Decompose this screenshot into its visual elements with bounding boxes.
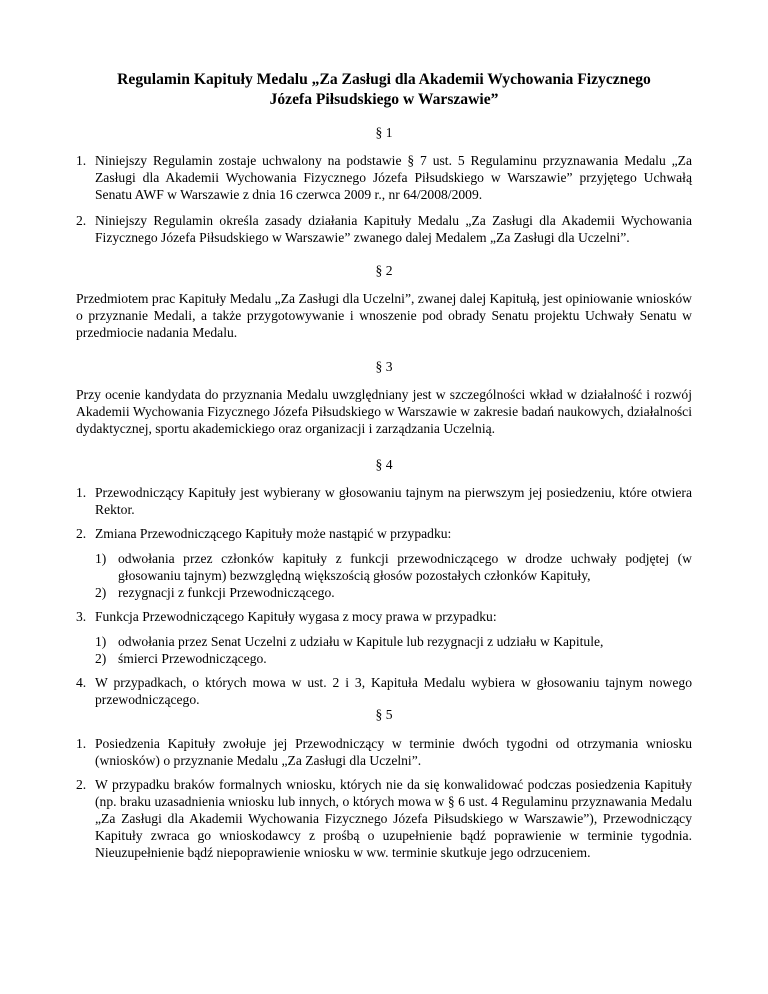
s4-paragraph-3 xyxy=(76,608,692,625)
s1-paragraph-2-text: Niniejszy Regulamin określa zasady działania Kapituły Medalu „Za Zasługi dla Akademii Wychowania Fizycznego Józefa Piłsudskiego w Warszawie” zwanego dalej Medalem „Za Zasługi dla Uczelni”. xyxy=(95,213,692,245)
s4-paragraph-4 xyxy=(76,674,692,708)
s5-paragraph-1-number: 1. xyxy=(76,736,87,751)
s4-paragraph-1 xyxy=(76,484,692,518)
s4-paragraph-4-text: W przypadkach, o których mowa w ust. 2 i 3, Kapituła Medalu wybiera w głosowaniu tajnym nowego przewodniczącego. xyxy=(95,675,692,707)
document-title xyxy=(60,70,708,110)
section-1-heading: § 1 xyxy=(375,125,393,140)
section-2-heading: § 2 xyxy=(375,263,393,278)
s4-paragraph-1-text: Przewodniczący Kapituły jest wybierany w głosowaniu tajnym na pierwszym jej posiedzeniu, które otwiera Rektor. xyxy=(95,485,692,517)
section-3-heading: § 3 xyxy=(375,359,393,374)
s4-p3-point-1-text: odwołania przez Senat Uczelni z udziału w Kapitule lub rezygnacji z udziału w Kapitule, xyxy=(118,634,604,649)
s1-paragraph-2-number: 2. xyxy=(76,213,87,228)
s5-paragraph-2-text: W przypadku braków formalnych wniosku, których nie da się konwalidować podczas posiedzenia Kapituły (np. braku uzasadnienia wniosku lub innych, o których mowa w § 6 ust. 4 Regulaminu przyznawania Medalu „Za Zasługi dla Akademii Wychowania Fizycznego Józefa Piłsudskiego w Warszawie”), Przewodniczący Kapituły zwraca go wnioskodawcy z prośbą o uzupełnienie bądź poprawienie w terminie tygodnia. Nieuzupełnienie bądź niepoprawienie wniosku w ww. terminie skutkuje jego odrzuceniem. xyxy=(95,777,692,860)
s2-paragraph: Przedmiotem prac Kapituły Medalu „Za Zasługi dla Uczelni”, zwanej dalej Kapitułą, jest opiniowanie wniosków o przyznanie Medali, a także przygotowywanie i wnoszenie pod obrady Senatu projektu Uchwały Senatu w przedmiocie nadania Medalu. xyxy=(76,291,692,340)
s5-paragraph-1-text: Posiedzenia Kapituły zwołuje jej Przewodniczący w terminie dwóch tygodni od otrzymania wniosku (wniosków) o przyznanie Medalu „Za Zasługi dla Uczelni”. xyxy=(95,736,692,768)
s4-p3-point-1 xyxy=(95,633,692,650)
s4-paragraph-3-text: Funkcja Przewodniczącego Kapituły wygasa z mocy prawa w przypadku: xyxy=(95,609,497,624)
s4-paragraph-3-number: 3. xyxy=(76,609,87,624)
title-line-2: Józefa Piłsudskiego w Warszawie” xyxy=(269,91,499,108)
s4-paragraph-2-text: Zmiana Przewodniczącego Kapituły może nastąpić w przypadku: xyxy=(95,526,452,541)
s4-paragraph-2-number: 2. xyxy=(76,526,87,541)
s1-paragraph-1-number: 1. xyxy=(76,153,87,168)
s4-p2-point-2-number: 2) xyxy=(95,585,107,600)
s5-paragraph-2-number: 2. xyxy=(76,777,87,792)
s4-paragraph-2 xyxy=(76,525,692,542)
s1-paragraph-1-text: Niniejszy Regulamin zostaje uchwalony na podstawie § 7 ust. 5 Regulaminu przyznawania Medalu „Za Zasługi dla Akademii Wychowania Fizycznego Józefa Piłsudskiego w Warszawie” przyjętego Uchwałą Senatu AWF w Warszawie z dnia 16 czerwca 2009 r., nr 64/2008/2009. xyxy=(95,153,692,202)
s4-p3-point-2-number: 2) xyxy=(95,651,107,666)
title-line-1: Regulamin Kapituły Medalu „Za Zasługi dla Akademii Wychowania Fizycznego xyxy=(117,71,651,88)
s1-paragraph-1 xyxy=(76,152,692,203)
section-4-heading: § 4 xyxy=(375,457,393,472)
section-5-heading: § 5 xyxy=(375,707,393,722)
s4-p3-point-2-text: śmierci Przewodniczącego. xyxy=(118,651,267,666)
s5-paragraph-2 xyxy=(76,776,692,861)
s4-p2-point-2-text: rezygnacji z funkcji Przewodniczącego. xyxy=(118,585,335,600)
s5-paragraph-1 xyxy=(76,735,692,769)
s4-p2-point-2 xyxy=(95,584,692,601)
s4-p3-point-1-number: 1) xyxy=(95,634,107,649)
s4-p2-point-1-text: odwołania przez członków kapituły z funkcji przewodniczącego w drodze uchwały podjętej (w głosowaniu tajnym) bezwzględną większością głosów pozostałych członków Kapituły, xyxy=(118,551,692,583)
s1-paragraph-2 xyxy=(76,212,692,246)
s4-p2-point-1 xyxy=(95,550,692,584)
s4-paragraph-4-number: 4. xyxy=(76,675,87,690)
s4-p2-point-1-number: 1) xyxy=(95,551,107,566)
s4-paragraph-1-number: 1. xyxy=(76,485,87,500)
s4-p3-point-2 xyxy=(95,650,692,667)
s3-paragraph: Przy ocenie kandydata do przyznania Medalu uwzględniany jest w szczególności wkład w działalność i rozwój Akademii Wychowania Fizycznego Józefa Piłsudskiego w Warszawie w zakresie badań naukowych, działalności dydaktycznej, sportu akademickiego oraz organizacji i zarządzania Uczelnią. xyxy=(76,387,692,436)
